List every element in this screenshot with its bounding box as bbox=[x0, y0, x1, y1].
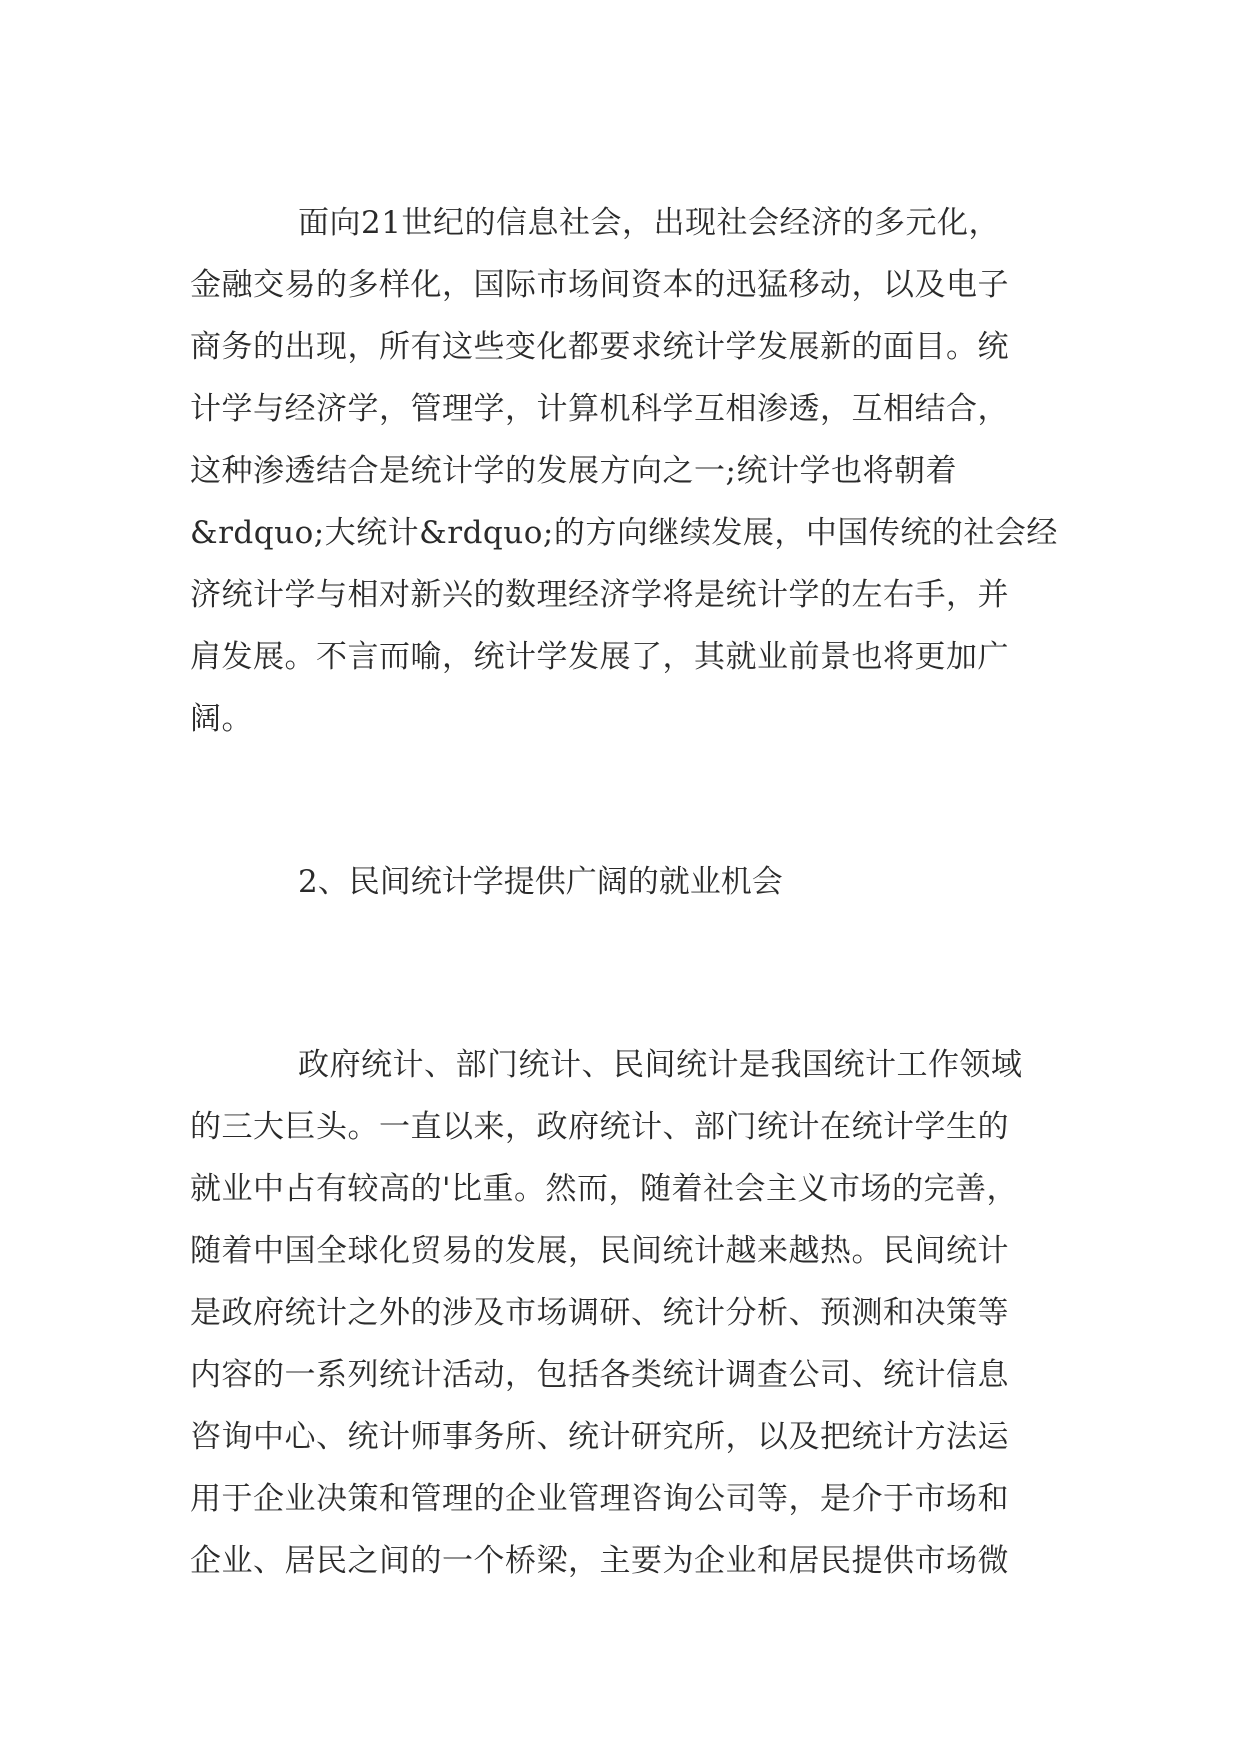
paragraph-2-line: 的三大巨头。一直以来，政府统计、部门统计在统计学生的 bbox=[190, 1109, 1009, 1145]
paragraph-1-line: &rdquo;大统计&rdquo;的方向继续发展，中国传统的社会经 bbox=[190, 515, 1058, 551]
paragraph-2-line: 用于企业决策和管理的企业管理咨询公司等，是介于市场和 bbox=[190, 1481, 1009, 1517]
paragraph-1-line: 阔。 bbox=[190, 701, 253, 737]
paragraph-1-line: 面向21世纪的信息社会，出现社会经济的多元化， bbox=[298, 205, 1000, 241]
paragraph-2-line: 咨询中心、统计师事务所、统计研究所，以及把统计方法运 bbox=[190, 1419, 1009, 1455]
paragraph-1-line: 肩发展。不言而喻，统计学发展了，其就业前景也将更加广 bbox=[190, 639, 1009, 675]
paragraph-1-line: 这种渗透结合是统计学的发展方向之一;统计学也将朝着 bbox=[190, 453, 957, 489]
paragraph-1-line: 计学与经济学，管理学，计算机科学互相渗透，互相结合， bbox=[190, 391, 1009, 427]
paragraph-2-line: 就业中占有较高的'比重。然而，随着社会主义市场的完善， bbox=[190, 1171, 1019, 1207]
paragraph-2-line: 企业、居民之间的一个桥梁，主要为企业和居民提供市场微 bbox=[190, 1543, 1009, 1579]
paragraph-2-line: 内容的一系列统计活动，包括各类统计调查公司、统计信息 bbox=[190, 1357, 1009, 1393]
paragraph-1-line: 商务的出现，所有这些变化都要求统计学发展新的面目。统 bbox=[190, 329, 1009, 365]
paragraph-1-line: 济统计学与相对新兴的数理经济学将是统计学的左右手，并 bbox=[190, 577, 1009, 613]
paragraph-2-line: 是政府统计之外的涉及市场调研、统计分析、预测和决策等 bbox=[190, 1295, 1009, 1331]
section-heading: 2、民间统计学提供广阔的就业机会 bbox=[298, 864, 783, 900]
paragraph-2-line: 政府统计、部门统计、民间统计是我国统计工作领域 bbox=[298, 1047, 1023, 1083]
paragraph-2-line: 随着中国全球化贸易的发展，民间统计越来越热。民间统计 bbox=[190, 1233, 1009, 1269]
paragraph-1-line: 金融交易的多样化，国际市场间资本的迅猛移动，以及电子 bbox=[190, 267, 1009, 303]
